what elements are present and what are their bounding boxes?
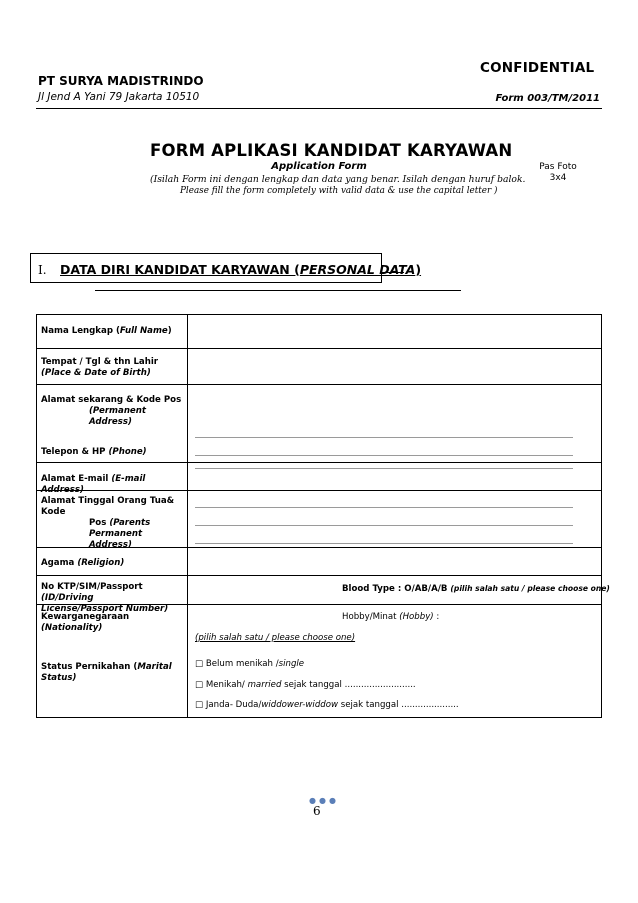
option-widowed-text: □ Janda- Duda/ [195, 700, 262, 710]
blood-type-note: (pilih salah satu / please choose one) [450, 584, 610, 593]
email-label-text: Alamat E-mail [41, 474, 112, 484]
birth-label [41, 357, 185, 379]
marital-label-text: Status Pernikahan ( [41, 662, 138, 672]
nationality-label [41, 612, 185, 634]
parents-address-fill-line[interactable] [195, 525, 573, 526]
id-label-text: No KTP/SIM/Passport [41, 582, 143, 592]
photo-placeholder[interactable] [528, 162, 588, 184]
option-married-rest: sejak tanggal .......................... [281, 680, 416, 690]
hobby-field[interactable] [342, 612, 439, 623]
row-divider [36, 348, 602, 349]
parents-label-text: Alamat Tinggal Orang Tua& Kode [41, 496, 175, 517]
option-married-text: □ Menikah/ [195, 680, 248, 690]
full-name-label-text: Nama Lengkap ( [41, 326, 120, 336]
birth-label-text: Tempat / Tgl & thn Lahir [41, 357, 159, 367]
hobby-label-en: (Hobby) [399, 612, 434, 622]
parents-label-pos: Pos [89, 518, 110, 528]
page-dots-ornament: ●●● [309, 796, 339, 805]
address-label-en: (Permanent Address) [89, 406, 146, 427]
full-name-label [41, 326, 185, 337]
email-label [41, 474, 185, 496]
marital-option-married[interactable] [195, 680, 416, 691]
parents-label-line2 [41, 518, 185, 529]
option-single-text: □ Belum menikah / [195, 659, 279, 669]
parents-address-fill-line[interactable] [195, 507, 573, 508]
table-column-divider [187, 314, 188, 718]
address-label [41, 395, 185, 428]
nationality-label-en: (Nationality) [41, 623, 103, 633]
company-address: Jl Jend A Yani 79 Jakarta 10510 [38, 91, 200, 103]
blood-type-field[interactable] [342, 583, 610, 595]
section-title-prefix: DATA DIRI KANDIDAT KARYAWAN ( [60, 262, 300, 277]
option-widowed-rest: sejak tanggal ..................... [338, 700, 459, 710]
religion-label-en: (Religion) [77, 558, 125, 568]
hobby-label: Hobby/Minat [342, 612, 400, 622]
phone-fill-line[interactable] [195, 455, 573, 456]
parents-label-line3: Permanent Address) [89, 529, 143, 550]
id-label [41, 582, 191, 615]
email-fill-line[interactable] [195, 468, 573, 469]
id-label-en-line2: License/Passport Number) [41, 604, 169, 614]
section-title-en: PERSONAL DATA [299, 262, 416, 277]
marital-option-widowed[interactable] [195, 700, 459, 711]
parents-label-en: (Parents [109, 518, 151, 528]
religion-label [41, 558, 185, 569]
section-title-suffix: ) [415, 262, 422, 277]
form-subtitle-text: Application Form [271, 161, 367, 172]
nationality-label-text: Kewarganegaraan [41, 612, 130, 622]
row-divider [36, 462, 602, 463]
row-divider [36, 575, 602, 576]
blood-type-label: Blood Type : O/AB/A/B [342, 584, 451, 594]
option-married-en: married [247, 680, 282, 690]
form-code: Form 003/TM/2011 [495, 93, 600, 104]
marital-label-en-line2: Status) [41, 673, 77, 683]
phone-label [41, 447, 185, 458]
option-single-en: single [278, 659, 305, 669]
marital-choose-note: (pilih salah satu / please choose one) [195, 633, 356, 643]
page-number: 6 [313, 804, 321, 818]
section-heading-extension [382, 272, 404, 273]
form-title: FORM APLIKASI KANDIDAT KARYAWAN [150, 141, 513, 160]
header-divider [36, 108, 602, 109]
hobby-colon: : [433, 612, 440, 622]
address-label-text: Alamat sekarang & Kode Pos [41, 395, 182, 405]
company-name: PT SURYA MADISTRINDO [38, 74, 204, 88]
instruction-indonesian: (Isilah Form ini dengan lengkap dan data yang benar. Isilah dengan huruf balok. [150, 174, 526, 185]
full-name-label-en: Full Name [119, 326, 168, 336]
row-divider [36, 384, 602, 385]
section-number: I. [38, 263, 47, 277]
photo-size: 3x4 [549, 173, 567, 183]
marital-status-label [41, 662, 185, 684]
photo-label: Pas Foto [539, 162, 577, 172]
religion-label-text: Agama [41, 558, 78, 568]
id-label-en: (ID/Driving [41, 593, 94, 603]
birth-label-en: (Place & Date of Birth) [41, 368, 151, 378]
address-fill-line[interactable] [195, 437, 573, 438]
full-name-label-end: ) [167, 326, 172, 336]
section-title [60, 262, 421, 277]
marital-label-en: Marital [137, 662, 172, 672]
parents-address-fill-line[interactable] [195, 543, 573, 544]
option-widowed-en: widdower-widdow [261, 700, 339, 710]
instruction-english: Please fill the form completely with valid data & use the capital letter ) [180, 186, 498, 196]
phone-label-text: Telepon & HP [41, 447, 109, 457]
email-label-en: (E-mail Address) [41, 474, 146, 495]
marital-option-single[interactable] [195, 659, 304, 670]
parents-address-label [41, 496, 185, 551]
section-underline [95, 290, 461, 291]
confidential-label: CONFIDENTIAL [480, 60, 595, 76]
phone-label-en: (Phone) [108, 447, 147, 457]
